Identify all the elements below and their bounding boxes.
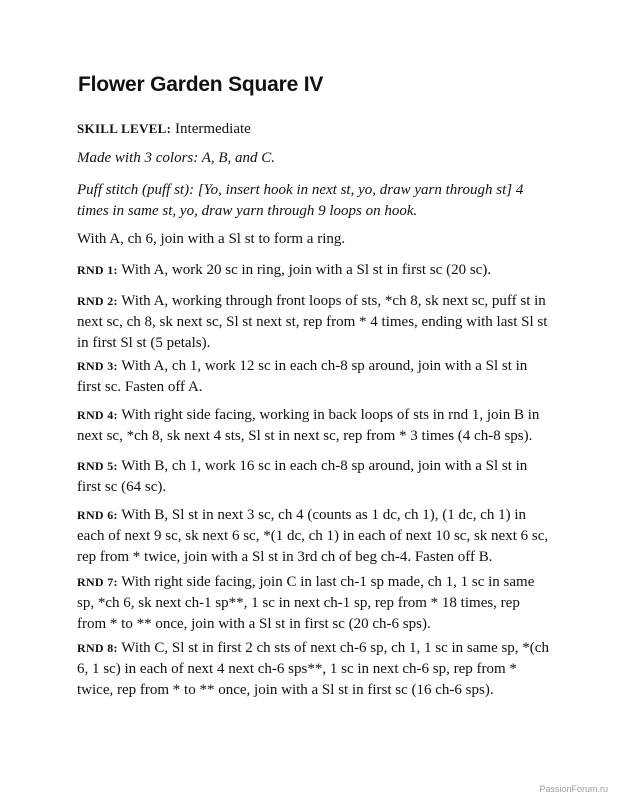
- round-label: RND 1:: [77, 263, 118, 277]
- round-2: [77, 291, 549, 354]
- round-5: [77, 456, 549, 498]
- skill-level-label: SKILL LEVEL:: [77, 121, 172, 136]
- round-label: RND 2:: [77, 294, 118, 308]
- round-1: [77, 260, 549, 281]
- starting-ring: With A, ch 6, join with a Sl st to form a ring.: [77, 231, 346, 247]
- round-text: With right side facing, working in back loops of sts in rnd 1, join B in next sc, *ch 8, sk next 4 sts, Sl st in next sc, rep from * 3 times (4 ch-8 sps).: [77, 407, 540, 444]
- round-label: RND 5:: [77, 459, 118, 473]
- round-text: With right side facing, join C in last ch-1 sp made, ch 1, 1 sc in same sp, *ch 6, sk next ch-1 sp**, 1 sc in next ch-1 sp, rep from * 18 times, rep from * to ** once, join with a Sl st in first sc (20 ch-6 sps).: [77, 574, 535, 632]
- round-label: RND 3:: [77, 359, 118, 373]
- puff-stitch-note: Puff stitch (puff st): [Yo, insert hook in next st, yo, draw yarn through st] 4 times in same st, yo, draw yarn through 9 loops on hook.: [77, 182, 524, 219]
- round-label: RND 4:: [77, 408, 118, 422]
- round-label: RND 8:: [77, 641, 118, 655]
- skill-level: [77, 118, 549, 140]
- round-text: With A, work 20 sc in ring, join with a Sl st in first sc (20 sc).: [121, 262, 492, 278]
- round-text: With C, Sl st in first 2 ch sts of next ch-6 sp, ch 1, 1 sc in same sp, *(ch 6, 1 sc) in each of next 4 next ch-6 sps**, 1 sc in next ch-6 sp, rep from * twice, rep from * to ** once, join with a Sl st in first sc (16 ch-6 sps).: [77, 640, 549, 698]
- round-6: [77, 505, 549, 568]
- round-text: With A, ch 1, work 12 sc in each ch-8 sp around, join with a Sl st in first sc. Fasten off A.: [77, 358, 528, 395]
- round-4: [77, 405, 549, 447]
- page-title: Flower Garden Square IV: [78, 73, 324, 96]
- round-3: [77, 356, 549, 398]
- colors-note: Made with 3 colors: A, B, and C.: [77, 150, 276, 166]
- round-text: With A, working through front loops of sts, *ch 8, sk next sc, puff st in next sc, ch 8, sk next sc, Sl st next st, rep from * 4 times, ending with last Sl st in first Sl st (5 petals).: [77, 293, 548, 351]
- round-label: RND 6:: [77, 508, 118, 522]
- round-label: RND 7:: [77, 575, 118, 589]
- skill-level-value: Intermediate: [175, 121, 251, 137]
- watermark: PassionForum.ru: [539, 784, 608, 794]
- round-text: With B, Sl st in next 3 sc, ch 4 (counts as 1 dc, ch 1), (1 dc, ch 1) in each of next 9 sc, sk next 6 sc, *(1 dc, ch 1) in each of next 10 sc, sk next 6 sc, rep from * twice, join with a Sl st in 3rd ch of beg ch-4. Fasten off B.: [77, 507, 549, 565]
- round-text: With B, ch 1, work 16 sc in each ch-8 sp around, join with a Sl st in first sc (64 sc).: [77, 458, 528, 495]
- round-8: [77, 638, 549, 701]
- round-7: [77, 572, 549, 635]
